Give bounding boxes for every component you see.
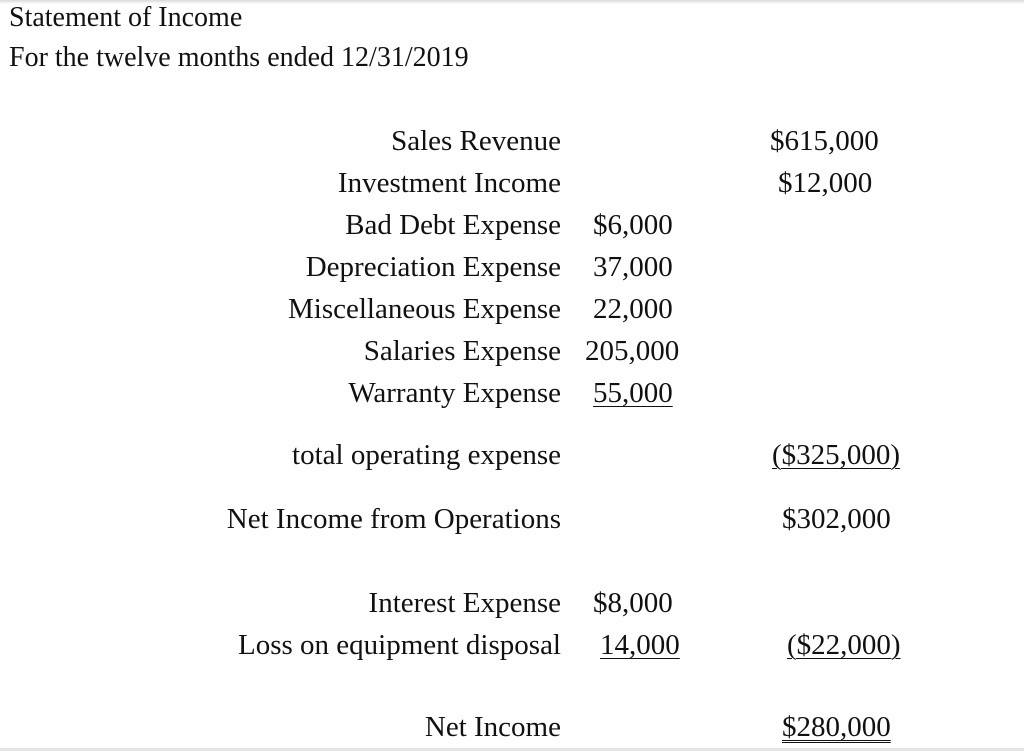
row-label-warranty-expense: Warranty Expense — [348, 377, 561, 409]
amount-sales-revenue: $615,000 — [770, 125, 879, 157]
row-label-investment-income: Investment Income — [337, 167, 561, 199]
amount-warranty-expense: 55,000 — [593, 377, 673, 409]
row-label-interest-expense: Interest Expense — [368, 587, 561, 619]
amount-miscellaneous-expense: 22,000 — [593, 293, 673, 325]
row-label-salaries-expense: Salaries Expense — [363, 335, 561, 367]
amount-depreciation-expense: 37,000 — [593, 251, 673, 283]
row-label-miscellaneous-expense: Miscellaneous Expense — [287, 293, 561, 325]
amount-other-total: ($22,000) — [787, 629, 901, 661]
row-label-bad-debt-expense: Bad Debt Expense — [345, 209, 561, 241]
row-label-net-income: Net Income — [424, 711, 561, 743]
statement-title: Statement of Income — [9, 2, 243, 33]
amount-net-income: $280,000 — [782, 711, 891, 743]
amount-total-operating-expense: ($325,000) — [772, 439, 901, 471]
statement-subtitle: For the twelve months ended 12/31/2019 — [9, 42, 469, 73]
amount-salaries-expense: 205,000 — [585, 335, 680, 367]
amount-net-income-from-operations: $302,000 — [782, 503, 891, 535]
amount-investment-income: $12,000 — [778, 167, 873, 199]
row-label-depreciation-expense: Depreciation Expense — [305, 251, 561, 283]
amount-bad-debt-expense: $6,000 — [593, 209, 673, 241]
amount-interest-expense: $8,000 — [593, 587, 673, 619]
row-label-net-income-from-operations: Net Income from Operations — [226, 503, 561, 535]
row-label-sales-revenue: Sales Revenue — [391, 125, 561, 157]
row-label-loss-on-equipment-disposal: Loss on equipment disposal — [237, 629, 561, 661]
row-label-total-operating-expense: total operating expense — [292, 439, 561, 471]
amount-loss-on-equipment-disposal: 14,000 — [600, 629, 680, 661]
